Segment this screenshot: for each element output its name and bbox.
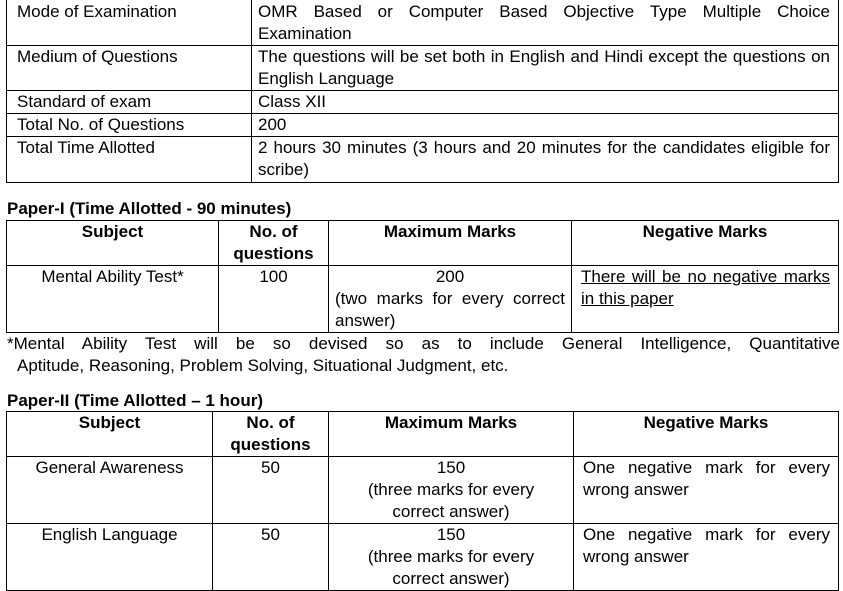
questions-cell: 50 [213, 457, 329, 524]
marks-note: (two marks for every correct answer) [335, 289, 565, 330]
marks-note: (three marks for every correct answer) [367, 480, 535, 521]
table-row [7, 266, 839, 333]
questions-header: No. of questions [219, 221, 329, 266]
overview-value: Class XII [252, 91, 839, 114]
paper2-heading: Paper-II (Time Allotted – 1 hour) [7, 391, 263, 410]
marks-cell [329, 266, 572, 333]
marks-note: (three marks for every correct answer) [367, 547, 535, 588]
questions-header: No. of questions [213, 412, 329, 457]
subject-cell: English Language [7, 524, 213, 591]
table-row [7, 524, 839, 591]
footnote-line: Aptitude, Reasoning, Problem Solving, Situational Judgment, etc. [17, 356, 509, 375]
negative-marks-cell: One negative mark for every wrong answer [574, 524, 839, 591]
negative-marks-header: Negative Marks [572, 221, 839, 266]
overview-label: Standard of exam [7, 91, 252, 114]
table-row [7, 46, 839, 91]
paper2-table [6, 411, 839, 591]
subject-cell: Mental Ability Test* [7, 266, 219, 333]
table-row [7, 114, 839, 137]
subject-cell: General Awareness [7, 457, 213, 524]
footnote [7, 333, 840, 377]
marks-cell [329, 457, 574, 524]
negative-marks-cell: There will be no negative marks in this paper [572, 266, 839, 333]
subject-header: Subject [7, 221, 219, 266]
negative-marks-cell: One negative mark for every wrong answer [574, 457, 839, 524]
marks-value: 150 [436, 458, 466, 477]
table-header-row [7, 221, 839, 266]
table-row [7, 137, 839, 183]
overview-label: Mode of Examination [7, 0, 252, 46]
marks-value: 150 [436, 525, 466, 544]
footnote-line: *Mental Ability Test will be so devised so as to include General Intelligence, Quantitative [7, 334, 840, 353]
overview-value: 200 [252, 114, 839, 137]
exam-overview-table [6, 0, 839, 183]
questions-cell: 50 [213, 524, 329, 591]
table-row [7, 457, 839, 524]
paper1-heading: Paper-I (Time Allotted - 90 minutes) [7, 199, 292, 218]
overview-label: Medium of Questions [7, 46, 252, 91]
max-marks-header: Maximum Marks [329, 412, 574, 457]
table-header-row [7, 412, 839, 457]
overview-value: OMR Based or Computer Based Objective Type Multiple Choice Examination [252, 0, 839, 46]
overview-label: Total Time Allotted [7, 137, 252, 183]
overview-value: 2 hours 30 minutes (3 hours and 20 minutes for the candidates eligible for scribe) [252, 137, 839, 183]
paper1-table [6, 220, 839, 333]
table-row [7, 91, 839, 114]
overview-label: Total No. of Questions [7, 114, 252, 137]
questions-cell: 100 [219, 266, 329, 333]
table-row [7, 0, 839, 46]
negative-marks-header: Negative Marks [574, 412, 839, 457]
marks-cell [329, 524, 574, 591]
max-marks-header: Maximum Marks [329, 221, 572, 266]
overview-value: The questions will be set both in English and Hindi except the questions on English Language [252, 46, 839, 91]
subject-header: Subject [7, 412, 213, 457]
marks-value: 200 [435, 267, 465, 286]
